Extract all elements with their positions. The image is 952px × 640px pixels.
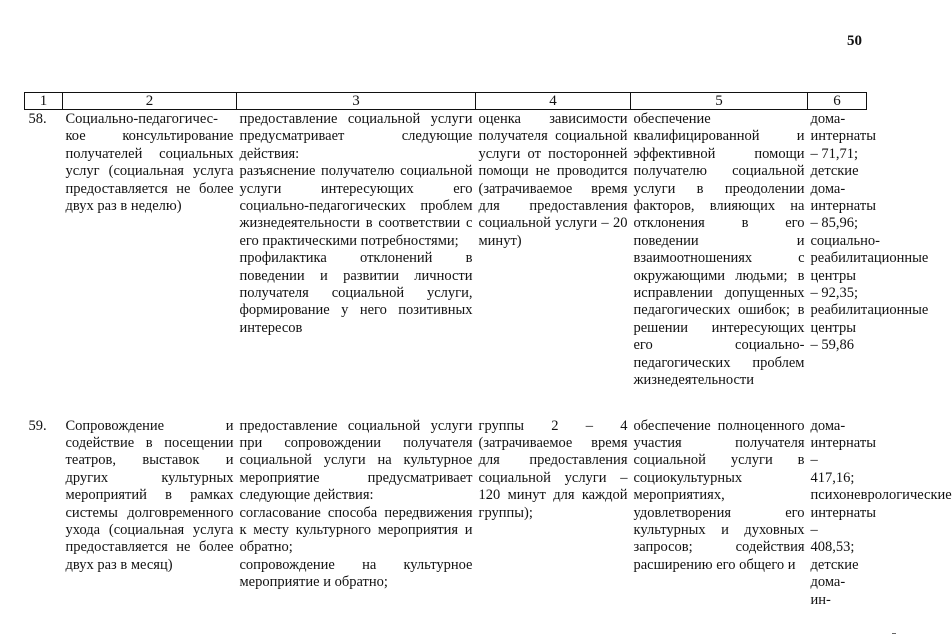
content-line: предоставление социальной услуги при сопровождении получателя социальной услуги на культурное мероприятие предусматривает следующие действия: xyxy=(239,417,473,504)
price-line: детские дома-ин- xyxy=(810,556,859,608)
column-header: 3 xyxy=(237,93,476,110)
service-content xyxy=(237,414,476,609)
table-row xyxy=(25,110,867,414)
row-number: 58. xyxy=(28,111,47,127)
column-header: 4 xyxy=(476,93,631,110)
price-line: социально-реабилитационные центры – 92,35; xyxy=(810,232,929,302)
service-quality: обеспечение квалифицированной и эффективной помощи получателю социальной услуги в преодолении факторов, влияющих на отклонения в его поведении и взаимоотношениях с окружающими людьми; в исправлении допущенных педагогических ошибок; в решении интересующих его социально-педагогических проблем жизнедеятельности xyxy=(633,111,805,389)
row-number: 59. xyxy=(28,417,47,434)
content-line: предоставление социальной услуги предусматривает следующие действия: xyxy=(239,111,473,162)
column-header: 1 xyxy=(25,93,63,110)
table-header-row xyxy=(25,93,867,110)
content-line: согласование способа передвижения к месту культурного мероприятия и обратно; xyxy=(239,504,473,556)
service-name: Сопровождение и содействие в посещении театров, выставок и других культурных мероприятий в рамках системы долговременного ухода (социальная услуга предоставляется не более двух раз в месяц) xyxy=(65,417,234,573)
price-line: дома-интернаты – 71,71; xyxy=(810,111,876,162)
service-price xyxy=(808,414,952,609)
service-volume: группы 2 – 4 (затрачиваемое время для предоставления социальной услуги – 120 минут для каждой группы); xyxy=(478,417,628,521)
content-line: разъяснение получателю социальной услуги интересующих его социально-педагогических проблем жизнедеятельности в соответствии с его практическими потребностями; xyxy=(239,163,473,249)
service-content xyxy=(237,110,476,414)
content-line: сопровождение на культурное мероприятие и обратно; xyxy=(239,556,473,591)
column-header: 5 xyxy=(631,93,808,110)
services-table xyxy=(24,92,952,609)
service-quality: обеспечение полноценного участия получателя социальной услуги в социокультурных мероприятиях, удовлетворения его культурных и духовных запросов; содействия расширению его общего и xyxy=(633,417,805,573)
column-header: 6 xyxy=(808,93,867,110)
content-line: профилактика отклонений в поведении и развитии личности получателя социальной услуги, формирование у него позитивных интересов xyxy=(239,250,473,336)
price-line: реабилитационные центры – 59,86 xyxy=(810,302,929,354)
scan-artifact xyxy=(892,633,896,634)
column-header: 2 xyxy=(63,93,237,110)
page-number: 50 xyxy=(847,33,862,49)
price-line: детские дома-интернаты – 85,96; xyxy=(810,163,876,232)
service-price xyxy=(808,110,929,414)
price-line: психоневрологические интернаты – 408,53; xyxy=(810,487,952,556)
table-row xyxy=(25,414,867,609)
price-line: дома-интернаты – 417,16; xyxy=(810,417,876,486)
service-name: Социально-педагогичес-кое консультирование получателей социальных услуг (социальная услуга предоставляется не более двух раз в неделю) xyxy=(65,111,234,215)
service-volume: оценка зависимости получателя социальной услуги от посторонней помощи не проводится (затрачиваемое время для предоставления социальной услуги – 20 минут) xyxy=(478,111,628,249)
